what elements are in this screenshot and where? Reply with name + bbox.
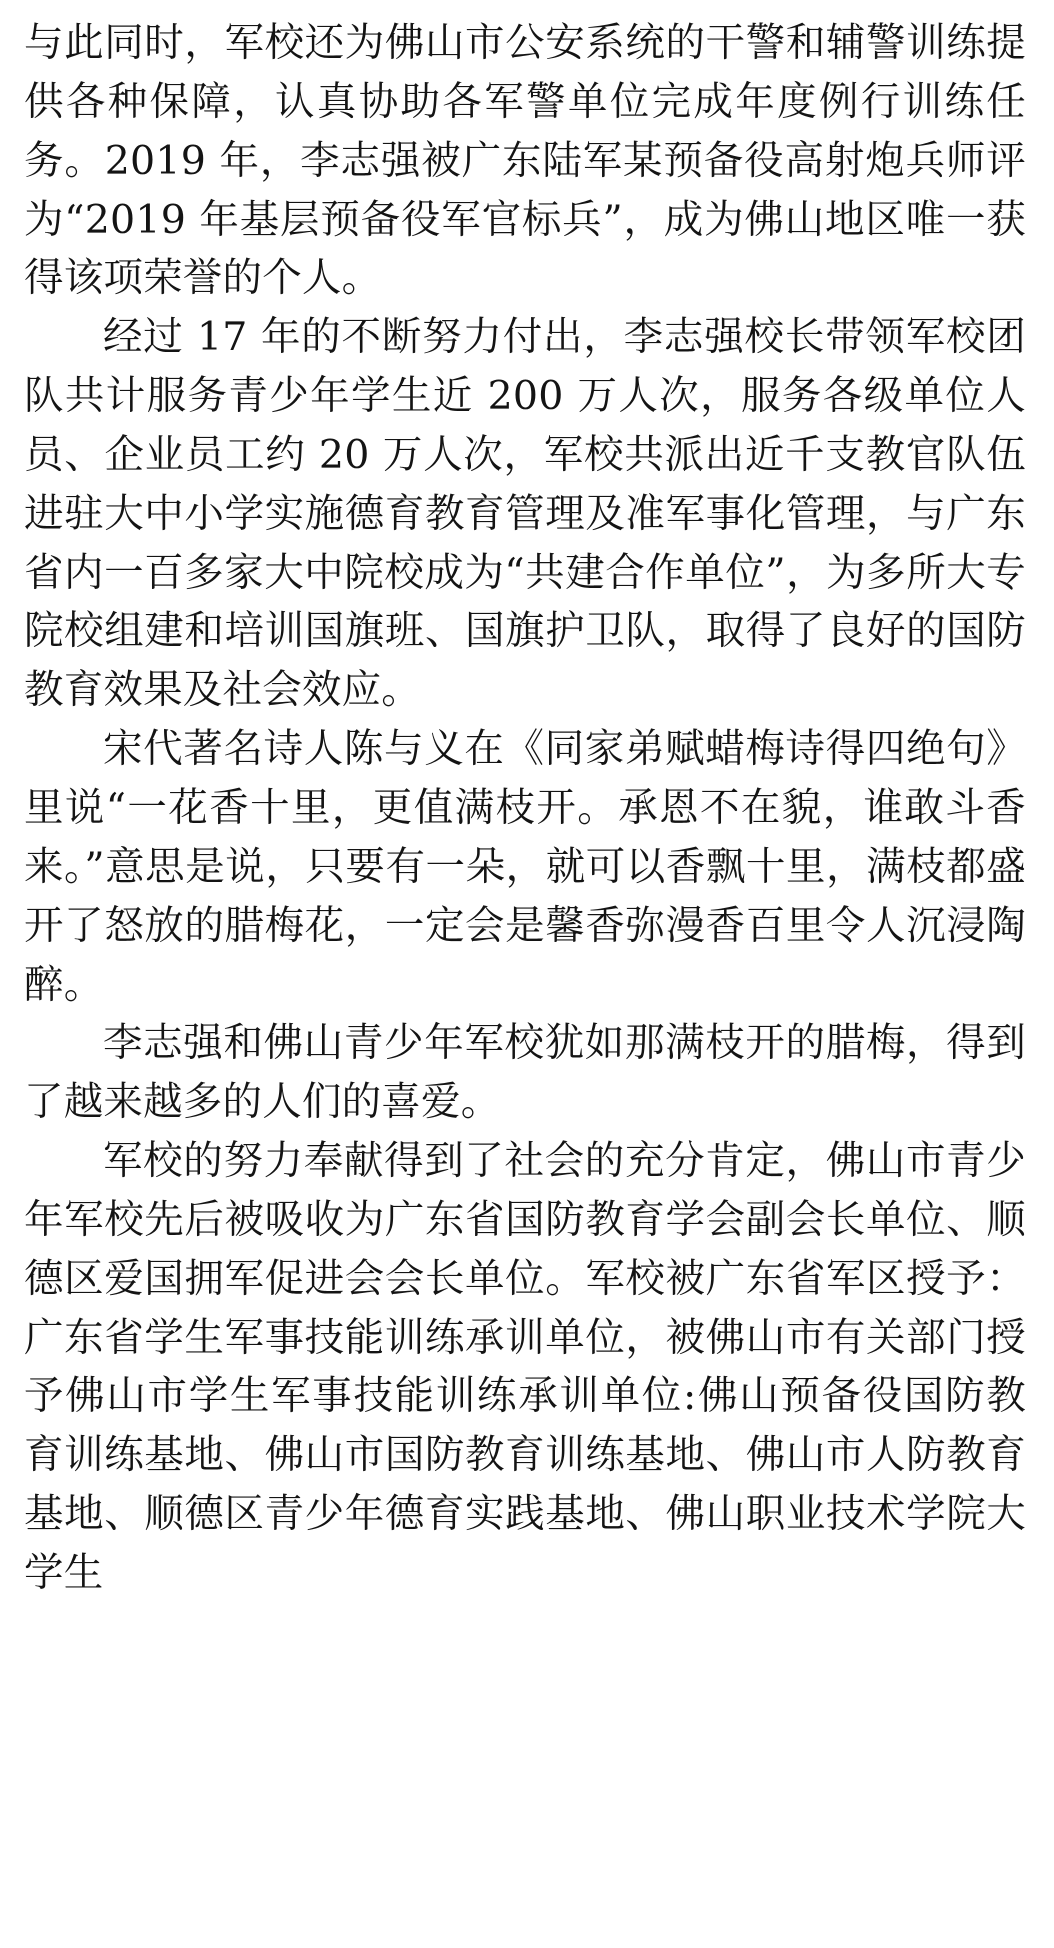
document-body [24, 14, 1026, 1603]
paragraph-1: 与此同时，军校还为佛山市公安系统的干警和辅警训练提供各种保障，认真协助各军警单位完成年度例行训练任务。2019 年，李志强被广东陆军某预备役高射炮兵师评为“2019 年基层预备役军官标兵”，成为佛山地区唯一获得该项荣誉的个人。 [24, 20, 1026, 302]
paragraph-2: 经过 17 年的不断努力付出，李志强校长带领军校团队共计服务青少年学生近 200 万人次，服务各级单位人员、企业员工约 20 万人次，军校共派出近千支教官队伍进驻大中小学实施德育教育管理及准军事化管理，与广东省内一百多家大中院校成为“共建合作单位”，为多所大专院校组建和培训国旗班、国旗护卫队，取得了良好的国防教育效果及社会效应。 [24, 314, 1026, 714]
paragraph-3: 宋代著名诗人陈与义在《同家弟赋蜡梅诗得四绝句》里说“一花香十里，更值满枝开。承恩不在貌，谁敢斗香来。”意思是说，只要有一朵，就可以香飘十里，满枝都盛开了怒放的腊梅花，一定会是馨香弥漫香百里令人沉浸陶醉。 [24, 726, 1026, 1008]
paragraph-4: 李志强和佛山青少年军校犹如那满枝开的腊梅，得到了越来越多的人们的喜爱。 [24, 1020, 1026, 1126]
paragraph-5: 军校的努力奉献得到了社会的充分肯定，佛山市青少年军校先后被吸收为广东省国防教育学会副会长单位、顺德区爱国拥军促进会会长单位。军校被广东省军区授予：广东省学生军事技能训练承训单位，被佛山市有关部门授予佛山市学生军事技能训练承训单位:佛山预备役国防教育训练基地、佛山市国防教育训练基地、佛山市人防教育基地、顺德区青少年德育实践基地、佛山职业技术学院大学生 [24, 1138, 1026, 1596]
